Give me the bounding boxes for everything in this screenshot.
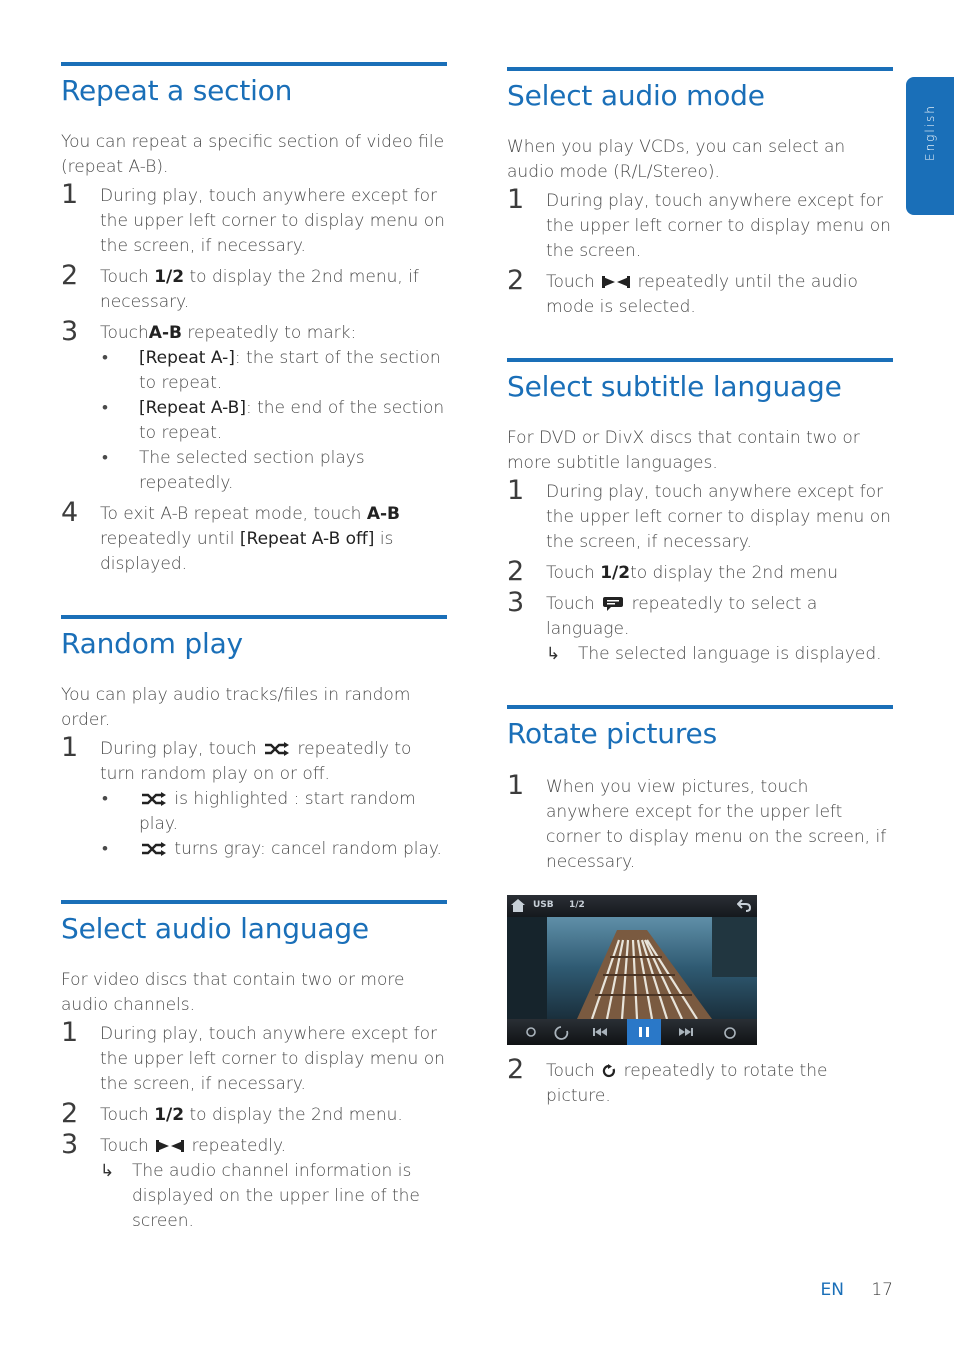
pause-icon: [646, 1027, 649, 1037]
step-text: repeatedly until: [100, 529, 235, 549]
section-intro: You can repeat a specific section of video file (repeat A-B).: [61, 132, 445, 177]
step-list: [61, 179, 447, 577]
step-3: [507, 587, 893, 667]
step-list: [507, 770, 893, 875]
left-column: [61, 62, 447, 1272]
step-number: 2: [61, 260, 79, 291]
previous-icon: [593, 1028, 607, 1036]
audio-icon: [602, 275, 630, 289]
step-text: Touch: [546, 1061, 595, 1081]
section-rule: [61, 900, 447, 904]
section-rotate: [507, 705, 893, 1109]
step-text: Touch: [100, 267, 149, 287]
step-text: repeatedly to rotate the picture.: [546, 1061, 828, 1106]
section-title: Select audio language: [61, 912, 369, 945]
section-rule: [507, 67, 893, 71]
section-title: Rotate pictures: [507, 717, 717, 750]
ab-button-label: A-B: [366, 504, 401, 524]
step-number: 1: [61, 732, 79, 763]
step-number: 2: [507, 556, 525, 587]
page-footer: [820, 1280, 893, 1300]
bullet: •: [102, 448, 108, 468]
section-audio-language: [61, 900, 447, 1234]
sub-text: The selected section plays repeatedly.: [139, 448, 365, 493]
step-number: 3: [61, 1129, 79, 1160]
result-item: [100, 1159, 447, 1234]
step-list: [507, 475, 893, 667]
home-icon: [511, 899, 525, 912]
sub-item: [100, 837, 447, 862]
bullet: •: [102, 348, 108, 368]
section-subtitle-language: [507, 358, 893, 667]
bullet: •: [102, 789, 108, 809]
player-screenshot: [507, 895, 757, 1045]
section-title: Select subtitle language: [507, 370, 842, 403]
step-text: During play, touch anywhere except for the upper left corner to display menu on the screen, if necessary.: [100, 1024, 445, 1094]
step-number: 1: [507, 770, 525, 801]
page-toggle-label: 1/2: [154, 1105, 185, 1125]
right-column: [507, 67, 893, 1147]
step-number: 1: [61, 1017, 79, 1048]
sub-item: [100, 396, 447, 446]
step-text: repeatedly to mark:: [187, 323, 357, 343]
rotate-icon: [555, 1027, 567, 1039]
player-top-bar: [507, 895, 757, 917]
step-list: [507, 184, 893, 320]
step-text: Touch: [546, 594, 595, 614]
shuffle-icon: [264, 742, 290, 756]
step-1: [61, 179, 447, 259]
step-text: During play, touch: [100, 739, 257, 759]
shuffle-icon: [141, 792, 167, 806]
result-arrow: ↳: [546, 644, 561, 664]
step-number: 1: [507, 475, 525, 506]
step-text: During play, touch anywhere except for the upper left corner to display menu on the screen.: [546, 191, 891, 261]
result-text: The audio channel information is displayed on the upper line of the screen.: [132, 1161, 420, 1231]
brightness-icon: [527, 1028, 535, 1036]
shuffle-icon: [141, 842, 167, 856]
sub-list: [100, 346, 447, 496]
page-toggle-label: 1/2: [154, 267, 185, 287]
footer-language: EN: [820, 1280, 844, 1300]
result-item: [546, 642, 893, 667]
page-label: 1/2: [569, 900, 585, 910]
step-3: [61, 316, 447, 496]
step-text: repeatedly.: [191, 1136, 287, 1156]
step-number: 3: [507, 587, 525, 618]
power-icon: [725, 1028, 735, 1038]
step-number: 3: [61, 316, 79, 347]
page-toggle-label: 1/2: [600, 563, 631, 583]
section-intro: For DVD or DivX discs that contain two or more subtitle languages.: [507, 428, 860, 473]
step-3: [61, 1129, 447, 1234]
option-label: [Repeat A-B off]: [239, 529, 375, 549]
step-text: repeatedly until the audio mode is selected.: [546, 272, 858, 317]
section-intro: For video discs that contain two or more audio channels.: [61, 970, 405, 1015]
page-number: 17: [871, 1280, 893, 1300]
step-1: [61, 1017, 447, 1097]
section-title: Random play: [61, 627, 243, 660]
section-rule: [507, 705, 893, 709]
step-text: During play, touch anywhere except for the upper left corner to display menu on the screen, if necessary.: [100, 186, 445, 256]
player-controls: [507, 1019, 757, 1045]
step-text: to display the 2nd menu: [630, 563, 838, 583]
step-1: [507, 475, 893, 555]
section-rule: [507, 358, 893, 362]
option-label: [Repeat A-]: [139, 348, 235, 368]
step-text: Touch: [100, 323, 149, 343]
rotate-icon: [602, 1064, 616, 1078]
source-label: USB: [533, 900, 554, 910]
sub-item: [100, 346, 447, 396]
step-2: [61, 260, 447, 315]
step-list: [61, 1017, 447, 1234]
step-2: [507, 1054, 893, 1109]
subtitle-icon: [602, 596, 624, 612]
step-1: [61, 732, 447, 862]
sub-text: : the end of the section to repeat.: [139, 398, 445, 443]
result-text: The selected language is displayed.: [578, 644, 882, 664]
sub-list: [100, 1159, 447, 1234]
section-title: Select audio mode: [507, 79, 765, 112]
step-text: Touch: [546, 563, 595, 583]
language-tab: [906, 77, 954, 215]
step-number: 1: [61, 179, 79, 210]
step-number: 2: [507, 265, 525, 296]
step-2: [61, 1098, 447, 1129]
step-1: [507, 184, 893, 264]
step-number: 2: [61, 1098, 79, 1129]
step-2: [507, 556, 893, 587]
step-text: Touch: [100, 1136, 149, 1156]
step-text: Touch: [100, 1105, 149, 1125]
section-repeat: [61, 62, 447, 577]
language-tab-label: English: [923, 104, 937, 161]
section-rule: [61, 615, 447, 619]
step-text: is displayed.: [100, 529, 394, 574]
section-rule: [61, 62, 447, 66]
section-audio-mode: [507, 67, 893, 320]
bullet: •: [102, 839, 108, 859]
step-number: 2: [507, 1054, 525, 1085]
section-intro: You can play audio tracks/files in random order.: [61, 685, 411, 730]
bullet: •: [102, 398, 108, 418]
sub-text: : the start of the section to repeat.: [139, 348, 441, 393]
next-icon: [679, 1028, 693, 1036]
result-arrow: ↳: [100, 1161, 115, 1181]
step-text: During play, touch anywhere except for the upper left corner to display menu on the screen, if necessary.: [546, 482, 891, 552]
step-4: [61, 497, 447, 577]
sub-list: [100, 787, 447, 862]
step-text: repeatedly to turn random play on or off.: [100, 739, 412, 784]
sub-item: [100, 787, 447, 837]
step-list: [61, 732, 447, 862]
step-2: [507, 265, 893, 320]
step-text: repeatedly to select a language.: [546, 594, 818, 639]
step-number: 1: [507, 184, 525, 215]
step-text: When you view pictures, touch anywhere except for the upper left corner to display menu on the screen, if necessary.: [546, 777, 887, 872]
back-icon: [737, 899, 751, 912]
section-intro: When you play VCDs, you can select an audio mode (R/L/Stereo).: [507, 137, 846, 182]
ab-button-label: A-B: [148, 323, 182, 343]
step-text: to display the 2nd menu.: [189, 1105, 403, 1125]
sub-text: turns gray: cancel random play.: [174, 839, 442, 859]
player-control-icons: [507, 1019, 757, 1045]
pause-icon: [639, 1027, 642, 1037]
step-text: To exit A-B repeat mode, touch: [100, 504, 362, 524]
audio-icon: [156, 1139, 184, 1153]
step-text: to display the 2nd menu, if necessary.: [100, 267, 419, 312]
sub-list: [546, 642, 893, 667]
section-title: Repeat a section: [61, 74, 293, 107]
sub-text: is highlighted : start random play.: [139, 789, 416, 834]
step-list: [507, 1054, 893, 1109]
step-1: [507, 770, 893, 875]
option-label: [Repeat A-B]: [139, 398, 246, 418]
pause-button: [627, 1019, 661, 1045]
step-number: 4: [61, 497, 79, 528]
sub-item: [100, 446, 447, 496]
step-text: Touch: [546, 272, 595, 292]
section-random: [61, 615, 447, 862]
